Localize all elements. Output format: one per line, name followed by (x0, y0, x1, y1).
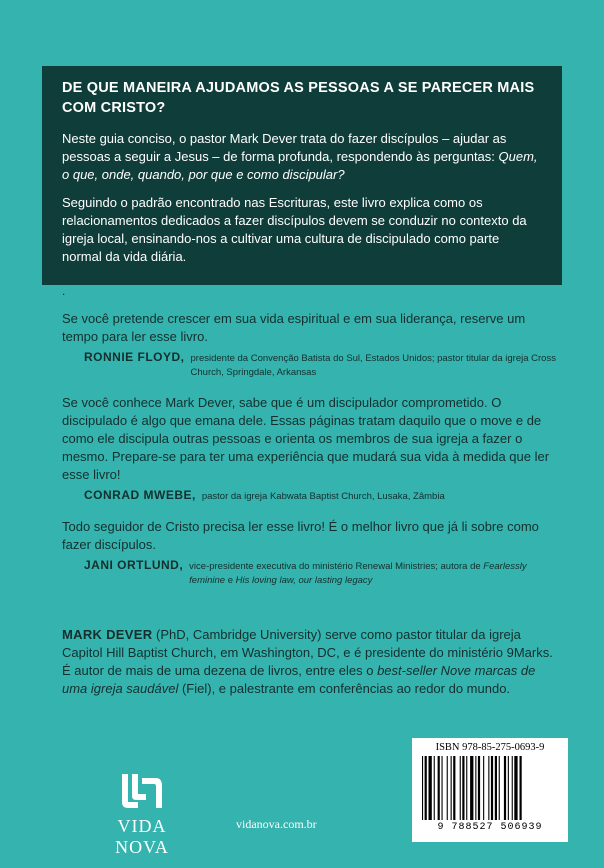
barcode-bar (495, 756, 497, 820)
barcode-bar (470, 756, 473, 820)
barcode-bar (425, 756, 427, 820)
intro-heading: DE QUE MANEIRA AJUDAMOS AS PESSOAS A SE PARECER MAIS COM CRISTO? (62, 80, 535, 116)
endorsement-text: Todo seguidor de Cristo precisa ler esse livro! É o melhor livro que já li sobre como fazer discípulos. (62, 519, 539, 552)
publisher-website: vidanova.com.br (236, 817, 317, 831)
barcode-bar (447, 756, 448, 820)
bio-text-2: (Fiel), e palestrante em conferências ao redor do mundo. (178, 681, 511, 696)
barcode-bar (514, 756, 517, 820)
endorsement-attribution (62, 558, 562, 588)
author-name: MARK DEVER (62, 627, 153, 642)
barcode-bar (508, 756, 509, 820)
isbn-label: ISBN 978-85-275-0693-9 (435, 742, 545, 753)
endorsement-attribution (62, 350, 562, 380)
endorser-name: CONRAD MWEBE, (84, 488, 196, 502)
barcode-bar (512, 756, 513, 820)
barcode-digits: 9 788527 506939 (437, 822, 543, 833)
separator-dot: . (62, 284, 66, 298)
barcode-bar (453, 756, 455, 820)
barcode-bar (520, 756, 522, 820)
endorsement-attribution (62, 488, 562, 504)
endorsement-text: Se você conhece Mark Dever, sabe que é um discipulador comprometido. O discipulado é algo que emana dele. Essas páginas tratam daquilo que o move e de como ele discipula outras pessoas e orienta os membros de sua igreja a fazer o mesmo. Prepare-se para ter uma experiência que mudará sua vida à medida que ler esse livro! (62, 395, 550, 482)
endorser-description: pastor da igreja Kabwata Baptist Church, Lusaka, Zâmbia (201, 491, 445, 502)
endorser-description: presidente da Convenção Batista do Sul, Estados Unidos; pastor titular da igreja Cross Church, Springdale, Arkansas (190, 353, 556, 378)
barcode-bar (462, 756, 464, 820)
intro-box (42, 66, 562, 285)
endorser-description (189, 560, 562, 588)
endorsement (62, 518, 562, 588)
barcode-bar (488, 756, 489, 820)
barcode-bar (491, 756, 493, 820)
barcode-bar (460, 756, 461, 820)
barcode-bar (504, 756, 506, 820)
barcode-bar (429, 756, 432, 820)
endorsements (62, 310, 562, 602)
endorser-desc-mid: e (225, 575, 236, 586)
barcode-bar (499, 756, 500, 820)
endorser-name: RONNIE FLOYD, (84, 350, 185, 364)
endorsement (62, 394, 562, 504)
barcode-bar (475, 756, 476, 820)
barcode-bar (466, 756, 467, 820)
barcode-bar (442, 756, 443, 820)
barcode-bar (483, 756, 484, 820)
book-title: His loving law, our lasting legacy (235, 575, 373, 586)
bio-book-title: best-seller Nove marcas de uma igreja saudável (62, 663, 536, 696)
barcode-bar (434, 756, 435, 820)
vida-nova-logo-icon (116, 770, 168, 812)
intro-paragraph-2: Seguindo o padrão encontrado nas Escrituras, este livro explica como os relacionamentos dedicados a fazer discípulos devem se conduzir no contexto da igreja local, ensinando-nos a cultivar uma cultura de discipulado como parte normal da vida diária. (62, 195, 527, 264)
barcode-bar (422, 756, 423, 820)
publisher-logo (92, 770, 192, 858)
book-title: Fearlessly feminine (189, 561, 527, 586)
endorser-name: JANI ORTLUND, (84, 558, 184, 572)
isbn-barcode (412, 738, 568, 842)
intro-p1-questions: Quem, o que, onde, quando, por que e como discipular? (62, 149, 538, 182)
endorsement (62, 310, 562, 380)
endorsement-text: Se você pretende crescer em sua vida espiritual e em sua liderança, reserve um tempo para ler esse livro. (62, 311, 526, 344)
bio-text-1: (PhD, Cambridge University) serve como pastor titular da igreja Capitol Hill Baptist Church, em Washington, DC, e é presidente do ministério 9Marks. É autor de mais de uma dezena de livros, entre eles o (62, 627, 553, 678)
intro-p1-text: Neste guia conciso, o pastor Mark Dever trata do fazer discípulos – ajudar as pessoas a seguir a Jesus – de forma profunda, respondendo às perguntas: (62, 131, 507, 164)
author-bio (62, 626, 562, 698)
barcode-bar (451, 756, 452, 820)
endorser-desc-pre: vice-presidente executiva do ministério Renewal Ministries; autora de (189, 561, 484, 572)
barcode-bar (438, 756, 440, 820)
barcode-bars (420, 756, 560, 820)
barcode-bar (478, 756, 480, 820)
publisher-name: VIDA NOVA (115, 816, 169, 857)
intro-paragraph-1 (62, 130, 542, 184)
